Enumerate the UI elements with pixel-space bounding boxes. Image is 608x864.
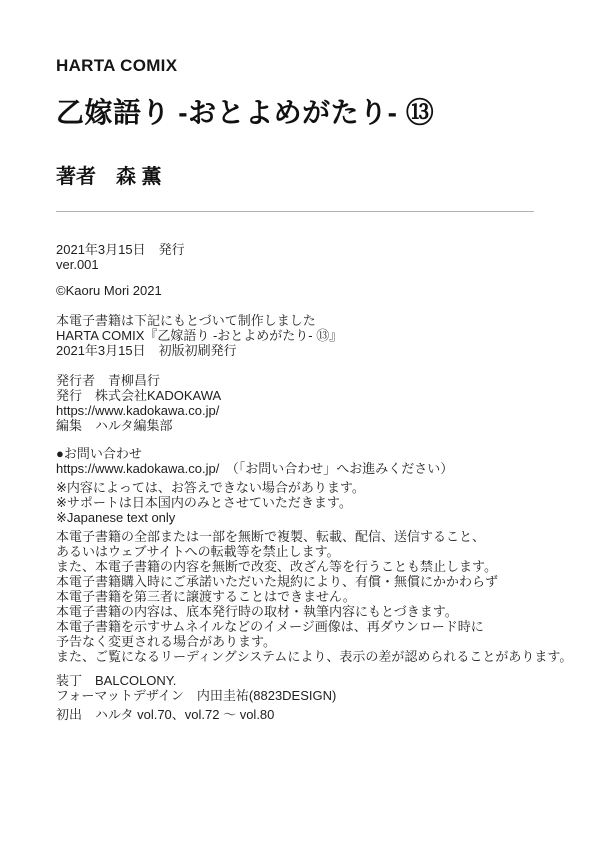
legal-notice-block [56, 529, 573, 664]
legal-line: また、本電子書籍の内容を無断で改変、改ざん等を行うことも禁止します。 [56, 559, 497, 574]
publisher-person-line: 発行者 青柳昌行 [56, 373, 161, 388]
edition-block [56, 242, 534, 272]
legal-line: 本電子書籍の内容は、底本発行時の取材・執筆内容にもとづきます。 [56, 604, 458, 619]
source-note-line: 2021年3月15日 初版初刷発行 [56, 343, 237, 358]
copyright-line: ©Kaoru Mori 2021 [56, 283, 162, 298]
divider-rule [56, 211, 534, 212]
format-design-credit: フォーマットデザイン 内田圭祐(8823DESIGN) [56, 688, 337, 703]
contact-note-line: ※Japanese text only [56, 510, 176, 525]
file-version: ver.001 [56, 257, 99, 272]
legal-line: あるいはウェブサイトへの転載等を禁止します。 [56, 544, 340, 559]
publication-date: 2021年3月15日 発行 [56, 242, 185, 257]
imprint-label: HARTA COMIX [56, 56, 178, 75]
contact-block [56, 446, 534, 476]
legal-line: 本電子書籍を第三者に譲渡することはできません。 [56, 589, 356, 604]
publisher-company-line: 発行 株式会社KADOKAWA [56, 388, 222, 403]
legal-line: 本電子書籍購入時にご承諾いただいた規約により、有償・無償にかかわらず [56, 574, 499, 589]
source-note-line: HARTA COMIX『乙嫁語り -おとよめがたり- ⑬』 [56, 328, 343, 343]
book-title: 乙嫁語り -おとよめがたり- ⑬ [56, 97, 435, 128]
design-credits-block [56, 673, 534, 703]
publisher-url: https://www.kadokawa.co.jp/ [56, 403, 220, 418]
legal-line: 本電子書籍の全部または一部を無断で複製、転載、配信、送信すること、 [56, 529, 486, 544]
source-note-block [56, 313, 534, 358]
legal-line: また、ご覧になるリーディングシステムにより、表示の差が認められることがあります。 [56, 649, 573, 664]
first-appearance-line: 初出 ハルタ vol.70、vol.72 ～ vol.80 [56, 707, 275, 722]
contact-url-line: https://www.kadokawa.co.jp/ （「お問い合わせ」へお進みください） [56, 461, 454, 476]
legal-line: 本電子書籍を示すサムネイルなどのイメージ画像は、再ダウンロード時に [56, 619, 484, 634]
editorial-line: 編集 ハルタ編集部 [56, 418, 173, 433]
contact-heading: ●お問い合わせ [56, 446, 142, 461]
contact-note-line: ※内容によっては、お答えできない場合があります。 [56, 480, 365, 495]
publisher-block [56, 373, 534, 433]
cover-design-credit: 装丁 BALCOLONY. [56, 673, 177, 688]
copyright-block [56, 283, 534, 298]
contact-note-line: ※サポートは日本国内のみとさせていただきます。 [56, 495, 352, 510]
author-line: 著者 森 薫 [56, 166, 162, 188]
contact-notes-block [56, 480, 534, 525]
source-note-line: 本電子書籍は下記にもとづいて制作しました [56, 313, 316, 328]
first-appearance-block [56, 707, 534, 722]
legal-line: 予告なく変更される場合があります。 [56, 634, 276, 649]
